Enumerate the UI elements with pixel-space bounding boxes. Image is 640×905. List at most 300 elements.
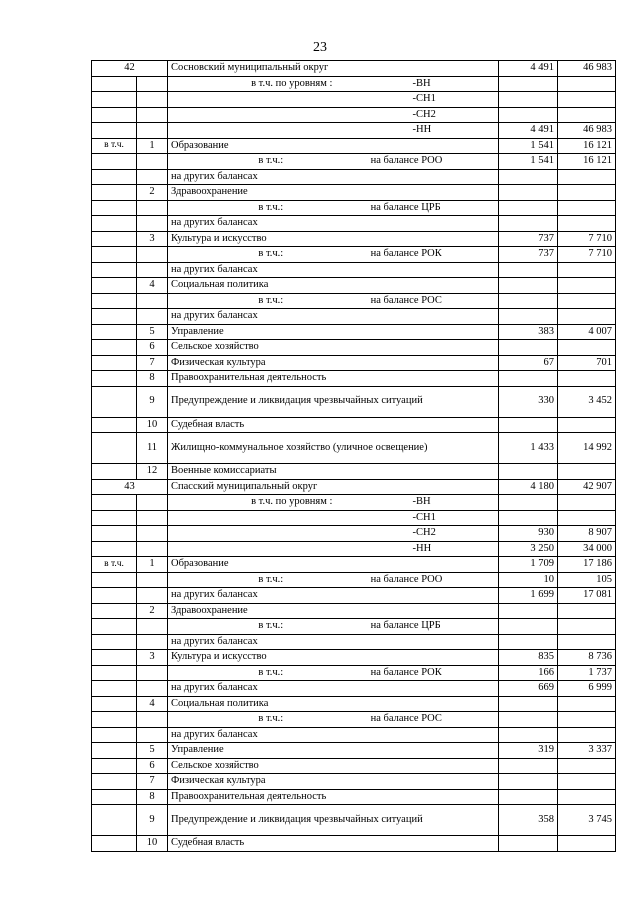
- item-number: 3: [137, 650, 168, 666]
- sub-value: -ВН: [412, 496, 431, 508]
- value-col-2: [558, 76, 616, 92]
- table-row: [92, 634, 616, 650]
- levels-cell: [168, 92, 499, 108]
- table-row: [92, 185, 616, 201]
- table-row: [92, 433, 616, 464]
- table-row: [92, 541, 616, 557]
- levels-cell: [168, 541, 499, 557]
- sub-label: [171, 124, 413, 136]
- value-col-1: [499, 727, 558, 743]
- table-row: [92, 526, 616, 542]
- page-number: 23: [313, 40, 327, 55]
- num-cell: [137, 123, 168, 139]
- item-number: 2: [137, 185, 168, 201]
- sub-value: на балансе РОК: [370, 666, 442, 678]
- table-row: [92, 417, 616, 433]
- item-number: 11: [137, 433, 168, 464]
- value-col-2: [558, 727, 616, 743]
- value-col-1: [499, 464, 558, 480]
- value-col-2: [558, 510, 616, 526]
- sub-value: -ВН: [412, 77, 431, 89]
- sub-cell: [168, 665, 499, 681]
- item-number: 10: [137, 417, 168, 433]
- report-body: [92, 61, 616, 852]
- table-row: [92, 696, 616, 712]
- head-cell: [92, 572, 137, 588]
- value-col-2: 17 186: [558, 557, 616, 573]
- item-name: Предупреждение и ликвидация чрезвычайных ситуаций: [168, 386, 499, 417]
- value-col-2: 3 745: [558, 805, 616, 836]
- head-cell: [92, 216, 137, 232]
- sub-label: в т.ч.:: [258, 248, 284, 260]
- value-col-1: [499, 200, 558, 216]
- item-name: Социальная политика: [168, 278, 499, 294]
- value-col-1: [499, 510, 558, 526]
- value-col-1: [499, 185, 558, 201]
- num-cell: [137, 247, 168, 263]
- value-col-1: [499, 758, 558, 774]
- value-col-2: [558, 92, 616, 108]
- head-cell: [92, 309, 137, 325]
- head-cell: [92, 588, 137, 604]
- value-col-1: [499, 92, 558, 108]
- value-col-1: [499, 309, 558, 325]
- sub-value: на балансе РОО: [370, 155, 443, 167]
- sub-label: в т.ч.:: [258, 573, 284, 585]
- num-cell: [137, 76, 168, 92]
- item-number: 4: [137, 278, 168, 294]
- table-row: [92, 619, 616, 635]
- value-col-2: 42 907: [558, 479, 616, 495]
- table-row: [92, 107, 616, 123]
- value-col-2: 8 907: [558, 526, 616, 542]
- head-cell: [92, 464, 137, 480]
- value-col-2: [558, 696, 616, 712]
- sub-value: -СН1: [412, 93, 436, 105]
- table-row: [92, 557, 616, 573]
- num-cell: [137, 92, 168, 108]
- value-col-2: [558, 278, 616, 294]
- table-row: [92, 355, 616, 371]
- value-col-1: [499, 696, 558, 712]
- head-cell: [92, 185, 137, 201]
- head-cell: в т.ч.: [92, 138, 137, 154]
- value-col-1: 835: [499, 650, 558, 666]
- item-name: Сельское хозяйство: [168, 340, 499, 356]
- num-cell: [137, 634, 168, 650]
- table-row: [92, 588, 616, 604]
- item-number: 7: [137, 774, 168, 790]
- head-cell: [92, 169, 137, 185]
- table-row: [92, 216, 616, 232]
- value-col-1: [499, 216, 558, 232]
- sub-value: на балансе РОО: [370, 573, 443, 585]
- head-cell: [92, 510, 137, 526]
- head-cell: [92, 541, 137, 557]
- item-number: 6: [137, 758, 168, 774]
- head-cell: [92, 805, 137, 836]
- sub-label: в т.ч. по уровням :: [251, 77, 333, 89]
- num-cell: [137, 169, 168, 185]
- head-cell: [92, 76, 137, 92]
- table-row: [92, 76, 616, 92]
- sub-value: -СН1: [412, 511, 436, 523]
- value-col-2: [558, 758, 616, 774]
- sub-value: -СН2: [412, 108, 436, 120]
- value-col-1: 10: [499, 572, 558, 588]
- other-balances-label: на других балансах: [168, 169, 499, 185]
- num-cell: [137, 495, 168, 511]
- item-number: 12: [137, 464, 168, 480]
- item-number: 8: [137, 371, 168, 387]
- other-balances-label: на других балансах: [168, 588, 499, 604]
- head-cell: [92, 154, 137, 170]
- head-cell: [92, 696, 137, 712]
- value-col-2: [558, 107, 616, 123]
- table-row: [92, 603, 616, 619]
- head-cell: [92, 340, 137, 356]
- item-name: Сельское хозяйство: [168, 758, 499, 774]
- table-row: [92, 154, 616, 170]
- district-number: 43: [92, 479, 168, 495]
- sub-label: в т.ч.:: [258, 713, 284, 725]
- value-col-1: [499, 836, 558, 852]
- item-number: 6: [137, 340, 168, 356]
- value-col-1: 1 541: [499, 138, 558, 154]
- value-col-1: 930: [499, 526, 558, 542]
- value-col-1: 330: [499, 386, 558, 417]
- sub-value: -НН: [412, 124, 432, 136]
- value-col-2: 6 999: [558, 681, 616, 697]
- value-col-1: 358: [499, 805, 558, 836]
- table-row: [92, 231, 616, 247]
- table-row: [92, 200, 616, 216]
- value-col-2: 105: [558, 572, 616, 588]
- table-row: [92, 293, 616, 309]
- head-cell: [92, 123, 137, 139]
- value-col-1: 4 491: [499, 123, 558, 139]
- head-cell: [92, 727, 137, 743]
- table-row: [92, 309, 616, 325]
- num-cell: [137, 107, 168, 123]
- other-balances-label: на других балансах: [168, 262, 499, 278]
- head-cell: [92, 417, 137, 433]
- table-row: [92, 727, 616, 743]
- sub-label: в т.ч.:: [258, 294, 284, 306]
- head-cell: [92, 634, 137, 650]
- head-cell: [92, 293, 137, 309]
- value-col-1: [499, 619, 558, 635]
- value-col-2: 46 983: [558, 123, 616, 139]
- head-cell: [92, 231, 137, 247]
- num-cell: [137, 588, 168, 604]
- item-name: Управление: [168, 743, 499, 759]
- table-row: [92, 805, 616, 836]
- sub-label: [171, 543, 413, 555]
- head-cell: [92, 619, 137, 635]
- table-row: [92, 247, 616, 263]
- other-balances-label: на других балансах: [168, 216, 499, 232]
- value-col-1: 319: [499, 743, 558, 759]
- sub-cell: [168, 712, 499, 728]
- item-name: Военные комиссариаты: [168, 464, 499, 480]
- sub-cell: [168, 293, 499, 309]
- value-col-2: 1 737: [558, 665, 616, 681]
- item-name: Судебная власть: [168, 417, 499, 433]
- value-col-2: 7 710: [558, 231, 616, 247]
- item-name: Социальная политика: [168, 696, 499, 712]
- head-cell: [92, 355, 137, 371]
- value-col-2: [558, 464, 616, 480]
- head-cell: [92, 681, 137, 697]
- sub-cell: [168, 247, 499, 263]
- item-number: 2: [137, 603, 168, 619]
- value-col-2: 34 000: [558, 541, 616, 557]
- value-col-1: 383: [499, 324, 558, 340]
- table-row: [92, 138, 616, 154]
- levels-cell: [168, 123, 499, 139]
- sub-value: на балансе РОС: [370, 713, 442, 725]
- num-cell: [137, 154, 168, 170]
- value-col-1: 1 699: [499, 588, 558, 604]
- num-cell: [137, 309, 168, 325]
- item-number: 4: [137, 696, 168, 712]
- item-name: Физическая культура: [168, 355, 499, 371]
- num-cell: [137, 712, 168, 728]
- value-col-2: [558, 836, 616, 852]
- table-row: [92, 789, 616, 805]
- sub-value: на балансе ЦРБ: [370, 620, 441, 632]
- levels-cell: [168, 495, 499, 511]
- table-row: [92, 774, 616, 790]
- num-cell: [137, 216, 168, 232]
- value-col-1: 669: [499, 681, 558, 697]
- table-row: [92, 169, 616, 185]
- item-number: 1: [137, 138, 168, 154]
- num-cell: [137, 293, 168, 309]
- sub-cell: [168, 154, 499, 170]
- table-row: [92, 681, 616, 697]
- head-cell: [92, 495, 137, 511]
- value-col-2: 14 992: [558, 433, 616, 464]
- item-number: 5: [137, 743, 168, 759]
- head-cell: [92, 247, 137, 263]
- item-name: Образование: [168, 557, 499, 573]
- sub-value: -НН: [412, 542, 432, 554]
- district-name: Сосновский муниципальный округ: [168, 61, 499, 77]
- value-col-2: 16 121: [558, 154, 616, 170]
- value-col-2: 16 121: [558, 138, 616, 154]
- other-balances-label: на других балансах: [168, 309, 499, 325]
- table-row: [92, 92, 616, 108]
- head-cell: в т.ч.: [92, 557, 137, 573]
- value-col-1: 737: [499, 231, 558, 247]
- item-name: Культура и искусство: [168, 231, 499, 247]
- other-balances-label: на других балансах: [168, 634, 499, 650]
- value-col-2: 701: [558, 355, 616, 371]
- value-col-1: [499, 417, 558, 433]
- value-col-1: 1 541: [499, 154, 558, 170]
- head-cell: [92, 743, 137, 759]
- levels-cell: [168, 107, 499, 123]
- value-col-2: 46 983: [558, 61, 616, 77]
- value-col-1: 4 491: [499, 61, 558, 77]
- sub-label: в т.ч.:: [258, 155, 284, 167]
- head-cell: [92, 262, 137, 278]
- sub-label: [171, 109, 413, 121]
- value-col-1: 3 250: [499, 541, 558, 557]
- head-cell: [92, 433, 137, 464]
- head-cell: [92, 603, 137, 619]
- other-balances-label: на других балансах: [168, 727, 499, 743]
- table-row: [92, 479, 616, 495]
- head-cell: [92, 789, 137, 805]
- value-col-2: [558, 340, 616, 356]
- value-col-1: [499, 169, 558, 185]
- table-row: [92, 495, 616, 511]
- value-col-2: 17 081: [558, 588, 616, 604]
- item-number: 7: [137, 355, 168, 371]
- sub-label: в т.ч.:: [258, 666, 284, 678]
- item-number: 1: [137, 557, 168, 573]
- table-row: [92, 386, 616, 417]
- head-cell: [92, 92, 137, 108]
- value-col-2: [558, 200, 616, 216]
- value-col-2: [558, 216, 616, 232]
- value-col-2: [558, 495, 616, 511]
- item-name: Здравоохранение: [168, 603, 499, 619]
- value-col-2: [558, 293, 616, 309]
- levels-cell: [168, 76, 499, 92]
- head-cell: [92, 278, 137, 294]
- value-col-1: 1 709: [499, 557, 558, 573]
- sub-label: в т.ч.:: [258, 620, 284, 632]
- head-cell: [92, 665, 137, 681]
- table-row: [92, 262, 616, 278]
- head-cell: [92, 386, 137, 417]
- value-col-1: 166: [499, 665, 558, 681]
- item-number: 8: [137, 789, 168, 805]
- item-number: 5: [137, 324, 168, 340]
- value-col-2: [558, 603, 616, 619]
- sub-label: в т.ч. по уровням :: [251, 496, 333, 508]
- value-col-1: 67: [499, 355, 558, 371]
- head-cell: [92, 324, 137, 340]
- sub-value: -СН2: [412, 527, 436, 539]
- table-row: [92, 836, 616, 852]
- head-cell: [92, 758, 137, 774]
- item-name: Правоохранительная деятельность: [168, 789, 499, 805]
- value-col-2: [558, 417, 616, 433]
- head-cell: [92, 200, 137, 216]
- table-row: [92, 278, 616, 294]
- table-row: [92, 665, 616, 681]
- value-col-1: [499, 603, 558, 619]
- sub-label: [171, 93, 413, 105]
- table-row: [92, 371, 616, 387]
- item-name: Предупреждение и ликвидация чрезвычайных ситуаций: [168, 805, 499, 836]
- table-row: [92, 324, 616, 340]
- table-row: [92, 743, 616, 759]
- value-col-1: [499, 107, 558, 123]
- value-col-2: 4 007: [558, 324, 616, 340]
- item-name: Судебная власть: [168, 836, 499, 852]
- value-col-2: [558, 789, 616, 805]
- item-number: 9: [137, 805, 168, 836]
- table-row: [92, 123, 616, 139]
- item-name: Управление: [168, 324, 499, 340]
- table-row: [92, 464, 616, 480]
- table-row: [92, 650, 616, 666]
- value-col-1: [499, 278, 558, 294]
- value-col-2: 7 710: [558, 247, 616, 263]
- item-name: Культура и искусство: [168, 650, 499, 666]
- value-col-1: 4 180: [499, 479, 558, 495]
- num-cell: [137, 541, 168, 557]
- num-cell: [137, 200, 168, 216]
- sub-label: [171, 512, 413, 524]
- value-col-2: [558, 309, 616, 325]
- item-name: Правоохранительная деятельность: [168, 371, 499, 387]
- num-cell: [137, 727, 168, 743]
- num-cell: [137, 510, 168, 526]
- head-cell: [92, 712, 137, 728]
- sub-label: в т.ч.:: [258, 201, 284, 213]
- table-row: [92, 340, 616, 356]
- value-col-2: [558, 634, 616, 650]
- head-cell: [92, 107, 137, 123]
- value-col-1: [499, 774, 558, 790]
- table-row: [92, 758, 616, 774]
- sub-label: [171, 527, 413, 539]
- item-name: Здравоохранение: [168, 185, 499, 201]
- value-col-2: [558, 262, 616, 278]
- other-balances-label: на других балансах: [168, 681, 499, 697]
- sub-value: на балансе ЦРБ: [370, 201, 441, 213]
- item-number: 10: [137, 836, 168, 852]
- sub-cell: [168, 619, 499, 635]
- value-col-1: [499, 789, 558, 805]
- value-col-1: 1 433: [499, 433, 558, 464]
- value-col-2: [558, 619, 616, 635]
- head-cell: [92, 526, 137, 542]
- table-row: [92, 712, 616, 728]
- table-row: [92, 61, 616, 77]
- value-col-2: 8 736: [558, 650, 616, 666]
- num-cell: [137, 526, 168, 542]
- district-name: Спасский муниципальный округ: [168, 479, 499, 495]
- value-col-1: [499, 634, 558, 650]
- value-col-2: 3 337: [558, 743, 616, 759]
- item-name: Жилищно-коммунальное хозяйство (уличное освещение): [168, 433, 499, 464]
- levels-cell: [168, 526, 499, 542]
- value-col-2: [558, 712, 616, 728]
- item-name: Физическая культура: [168, 774, 499, 790]
- table-row: [92, 572, 616, 588]
- item-number: 3: [137, 231, 168, 247]
- value-col-1: [499, 262, 558, 278]
- report-table: [91, 60, 616, 852]
- value-col-2: [558, 185, 616, 201]
- value-col-1: [499, 76, 558, 92]
- sub-cell: [168, 572, 499, 588]
- value-col-1: [499, 495, 558, 511]
- num-cell: [137, 572, 168, 588]
- num-cell: [137, 665, 168, 681]
- value-col-2: [558, 169, 616, 185]
- head-cell: [92, 371, 137, 387]
- value-col-2: [558, 774, 616, 790]
